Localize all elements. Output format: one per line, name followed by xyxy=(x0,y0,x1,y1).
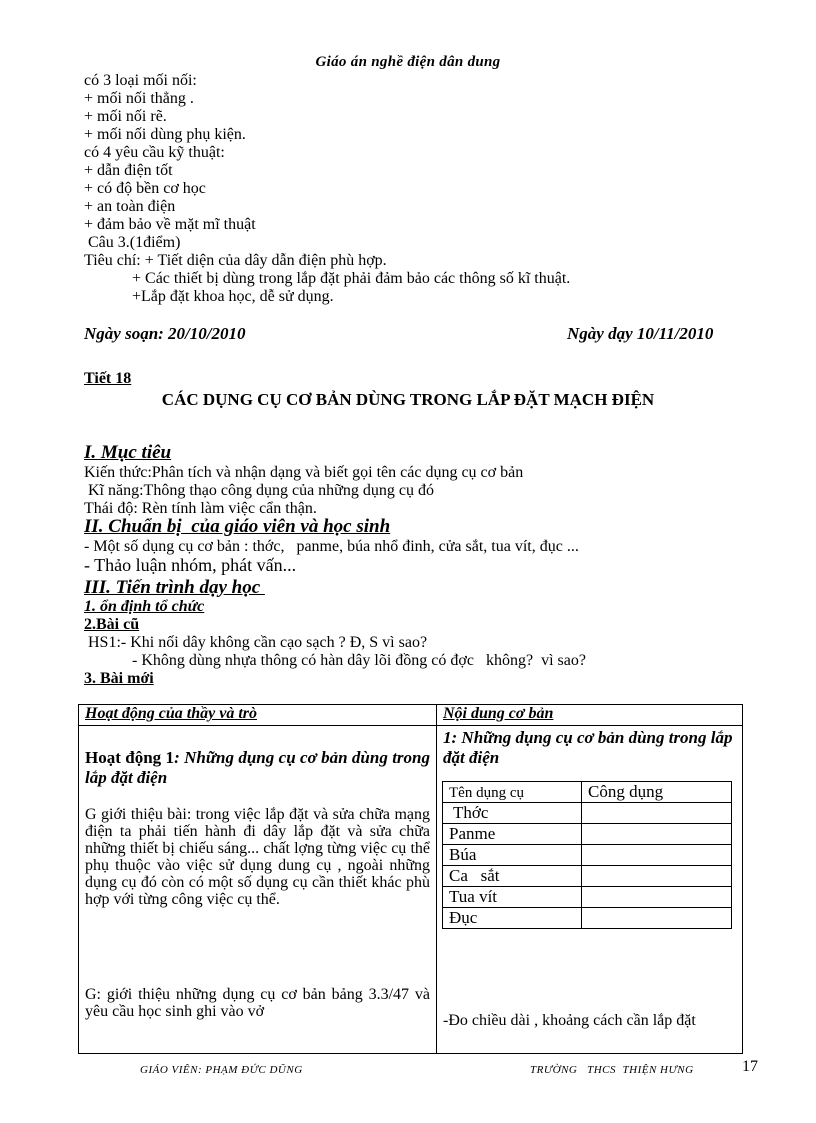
text-line: có 3 loại mối nối: xyxy=(84,72,197,89)
activity-cell xyxy=(79,726,437,1054)
lesson-title: CÁC DỤNG CỤ CƠ BẢN DÙNG TRONG LẮP ĐẶT MẠCH ĐIỆN xyxy=(161,390,655,409)
text-line: Tiêu chí: + Tiết diện của dây dẫn điện phù hợp. xyxy=(84,252,387,269)
tool-name: Ca sắt xyxy=(443,866,582,887)
subsection-1: 1. ổn định tổ chức xyxy=(84,598,205,615)
date-prepared: Ngày soạn: 20/10/2010 xyxy=(84,324,246,343)
text-line: +Lắp đặt khoa học, dễ sử dụng. xyxy=(132,288,334,305)
intro-paragraph: G giới thiệu bài: trong việc lắp đặt và sửa chữa mạng điện ta phải tiến hành đi dây lắp đặt và sửa chữa những thiết bị chiếu sáng... chất lợng từng việc cụ thể phụ thuộc vào việc sử dụng dung cụ , ngoài những dụng cụ đó còn có một số dụng cụ cần thiết khác phù hợp với từng công việc cụ thể. xyxy=(85,806,430,908)
text-line: + dẫn điện tốt xyxy=(84,162,173,179)
tool-name: Tua vít xyxy=(443,887,582,908)
text-line: Kĩ năng:Thông thạo công dụng của những dụng cụ đó xyxy=(84,482,434,499)
page-header: Giáo án nghề điện dân dung xyxy=(315,54,501,70)
tool-name: Panme xyxy=(443,824,582,845)
lesson-number: Tiết 18 xyxy=(84,370,132,387)
text-line: Câu 3.(1điểm) xyxy=(84,234,181,251)
date-taught: Ngày dạy 10/11/2010 xyxy=(567,324,714,343)
text-line: - Một số dụng cụ cơ bản : thớc, panme, búa nhổ đinh, cửa sắt, tua vít, đục ... xyxy=(84,538,579,555)
text-line: + mối nối dùng phụ kiện. xyxy=(84,126,246,143)
text-line: - Không dùng nhựa thông có hàn dây lõi đồng có đợc không? vì sao? xyxy=(132,652,586,669)
text-line: + đảm bảo về mặt mĩ thuật xyxy=(84,216,256,233)
text-line: + Các thiết bị dùng trong lắp đặt phải đảm bảo các thông số kĩ thuật. xyxy=(132,270,571,287)
subsection-3: 3. Bài mới xyxy=(84,670,154,687)
text-line: có 4 yêu cầu kỹ thuật: xyxy=(84,144,225,161)
text-line: + mối nối thẳng . xyxy=(84,90,194,107)
measure-note: -Đo chiều dài , khoảng cách cần lắp đặt xyxy=(443,1012,696,1029)
tool-name: Đục xyxy=(443,908,582,929)
tools-header-use: Công dụng xyxy=(582,782,732,803)
section-1-heading: I. Mục tiêu xyxy=(84,442,172,463)
tools-table xyxy=(442,781,732,929)
tools-paragraph: G: giới thiệu những dụng cụ cơ bản bảng 3.3/47 và yêu cầu học sinh ghi vào vở xyxy=(85,986,430,1020)
activity-label: Hoạt động 1 xyxy=(85,748,175,767)
col1-header: Hoạt động của thầy và trò xyxy=(79,705,437,726)
tool-use xyxy=(582,824,732,845)
section-2-heading: II. Chuẩn bị của giáo viên và học sinh xyxy=(84,516,391,537)
tool-use xyxy=(582,866,732,887)
tool-use xyxy=(582,845,732,866)
footer-school: TRƯỜNG THCS THIỆN HƯNG xyxy=(530,1064,694,1076)
tool-name: Búa xyxy=(443,845,582,866)
text-line: - Thảo luận nhóm, phát vấn... xyxy=(84,555,297,575)
tool-name: Thớc xyxy=(443,803,582,824)
text-line: HS1:- Khi nối dây không cần cạo sạch ? Đ, S vì sao? xyxy=(84,634,428,651)
tool-use xyxy=(582,887,732,908)
content-title: 1: Những dụng cụ cơ bản dùng trong lắp đặt điện xyxy=(443,728,733,767)
page-number: 17 xyxy=(742,1058,758,1075)
footer-teacher: GIÁO VIÊN: PHẠM ĐỨC DŨNG xyxy=(140,1064,303,1076)
text-line: + có độ bền cơ học xyxy=(84,180,206,197)
tool-use xyxy=(582,803,732,824)
section-3-heading: III. Tiến trình dạy học xyxy=(84,577,265,598)
tool-use xyxy=(582,908,732,929)
tools-header-name: Tên dụng cụ xyxy=(443,782,582,803)
text-line: + an toàn điện xyxy=(84,198,176,215)
content-cell xyxy=(437,726,743,1054)
col2-header: Nội dung cơ bản xyxy=(437,705,743,726)
text-line: Thái độ: Rèn tính làm việc cẩn thận. xyxy=(84,500,317,517)
text-line: Kiến thức:Phân tích và nhận dạng và biết gọi tên các dụng cụ cơ bản xyxy=(84,464,524,481)
activity-heading xyxy=(85,748,430,788)
subsection-2: 2.Bài cũ xyxy=(84,616,140,633)
lesson-table xyxy=(78,704,743,1054)
text-line: + mối nối rẽ. xyxy=(84,108,167,125)
activity-title: : Những dụng cụ cơ bản dùng trong lắp đặt điện xyxy=(85,748,430,787)
